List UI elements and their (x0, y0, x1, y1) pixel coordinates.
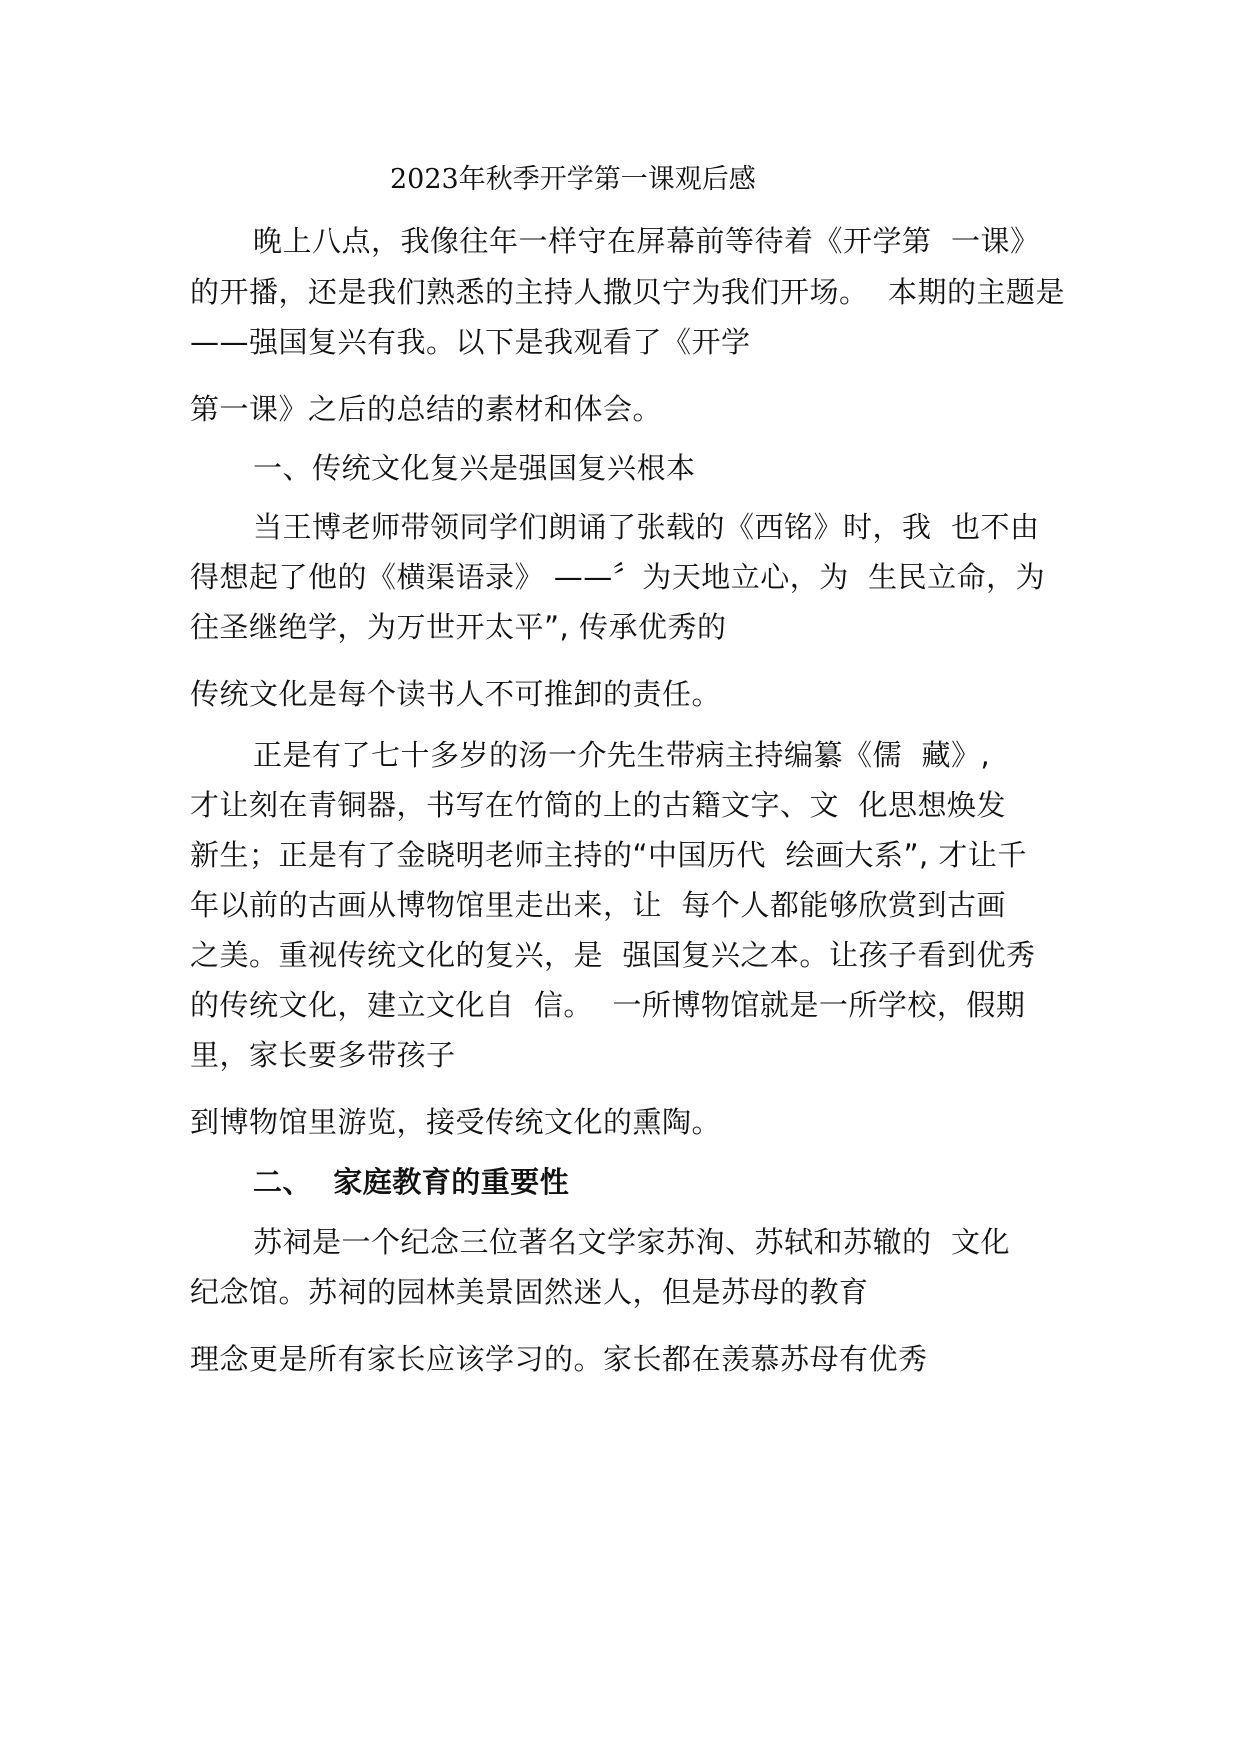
paragraph-line: 当王博老师带领同学们朗诵了张载的《西铭》时，我 也不由 (253, 510, 1040, 544)
paragraph-line: 得想起了他的《横渠语录》 ——〞为天地立心，为 生民立命，为 (190, 560, 1046, 594)
paragraph-line: 第一课》之后的总结的素材和体会。 (190, 392, 663, 426)
paragraph-line: 的开播，还是我们熟悉的主持人撒贝宁为我们开场。 本期的主题是 (190, 275, 1065, 309)
paragraph-line: 新生；正是有了金晓明老师主持的“中国历代 绘画大系”, 才让千 (190, 838, 1027, 872)
paragraph-line: 传统文化是每个读书人不可推卸的责任。 (190, 677, 722, 711)
paragraph-line: 到博物馆里游览，接受传统文化的熏陶。 (190, 1105, 722, 1139)
paragraph-line: 年以前的古画从博物馆里走出来，让 每个人都能够欣赏到古画 (190, 888, 1006, 922)
paragraph-line: 晚上八点，我像往年一样守在屏幕前等待着《开学第 一课》 (253, 224, 1040, 258)
section-heading: 二、 家庭教育的重要性 (253, 1165, 570, 1199)
document-title: 2023年秋季开学第一课观后感 (390, 164, 756, 195)
paragraph-line: 往圣继绝学，为万世开太平”, 传承优秀的 (190, 610, 727, 644)
paragraph-line: 里，家长要多带孩子 (190, 1038, 456, 1072)
paragraph-line: 正是有了七十多岁的汤一介先生带病主持编纂《儒 藏》, (253, 738, 991, 772)
paragraph-line: 理念更是所有家长应该学习的。家长都在羡慕苏母有优秀 (190, 1342, 928, 1376)
paragraph-line: 纪念馆。苏祠的园林美景固然迷人，但是苏母的教育 (190, 1275, 869, 1309)
paragraph-line: 之美。重视传统文化的复兴，是 强国复兴之本。让孩子看到优秀 (190, 938, 1036, 972)
paragraph-line: 的传统文化，建立文化自 信。 一所博物馆就是一所学校，假期 (190, 988, 1026, 1022)
paragraph-line: 苏祠是一个纪念三位著名文学家苏洵、苏轼和苏辙的 文化 (253, 1225, 1010, 1259)
section-heading: 一、传统文化复兴是强国复兴根本 (253, 451, 696, 485)
paragraph-line: ——强国复兴有我。以下是我观看了《开学 (190, 325, 751, 359)
paragraph-line: 才让刻在青铜器，书写在竹简的上的古籍文字、文 化思想焕发 (190, 788, 1006, 822)
